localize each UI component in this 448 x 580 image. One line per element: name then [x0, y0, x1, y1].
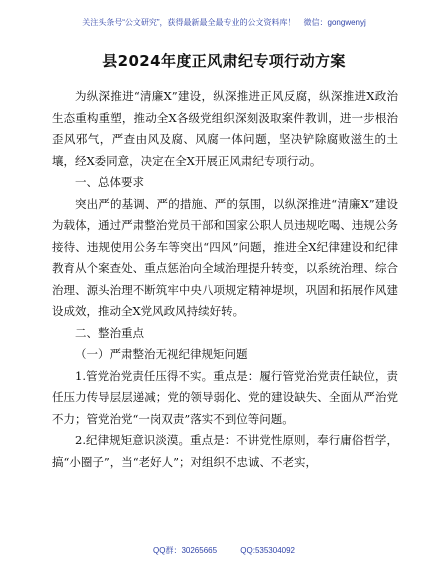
item-paragraph-awareness: 2.纪律规矩意识淡漠。重点是：不讲党性原则，奉行庸俗哲学，搞“小圈子”，当“老好人”；对组织不忠诚、不老实，: [52, 433, 398, 469]
promo-banner: 关注头条号“公文研究”，获得最新最全最专业的公文资料库！ 微信：gongwenyj: [82, 18, 366, 27]
section-heading-key-rectification: 二、整治重点: [75, 325, 144, 340]
footer-qq-group: QQ群：30265665: [153, 546, 218, 555]
subsection-heading-discipline: （一）严肃整治无视纪律规矩问题: [75, 347, 248, 361]
document-body: [52, 86, 398, 473]
requirements-paragraph: 突出严的基调、严的措施、严的氛围，以纵深推进“清廉X”建设为载体，通过严肃整治党员干部和国家公职人员违规吃喝、违规公务接待、违规使用公务车等突出“四风”问题，推进全X纪律建设和纪律教育从个案查处、重点惩治向全域治理提升转变，以系统治理、综合治理、源头治理不断筑牢中央八项规定精神堤坝，巩固和拓展作风建设成效，推动全X党风政风持续好转。: [52, 196, 398, 318]
footer-contact: [0, 546, 448, 556]
intro-paragraph: 为纵深推进“清廉X”建设，纵深推进正风反腐，纵深推进X政治生态重构重塑，推动全X各级党组织深刻汲取案件教训，进一步根治歪风邪气，严查由风及腐、风腐一体问题，坚决铲除腐败滋生的土壤，经X委同意，决定在全X开展正风肃纪专项行动。: [52, 89, 398, 168]
page-title: 县2024年度正风肃纪专项行动方案: [102, 52, 346, 70]
section-heading-general-requirements: 一、总体要求: [75, 175, 144, 189]
item-paragraph-responsibility: 1.管党治党责任压得不实。重点是：履行管党治党责任缺位，责任压力传导层层递减；党的领导弱化、党的建设缺失、全面从严治党不力；管党治党“一岗双责”落实不到位等问题。: [52, 368, 398, 426]
footer-qq: QQ:535304092: [240, 546, 295, 555]
